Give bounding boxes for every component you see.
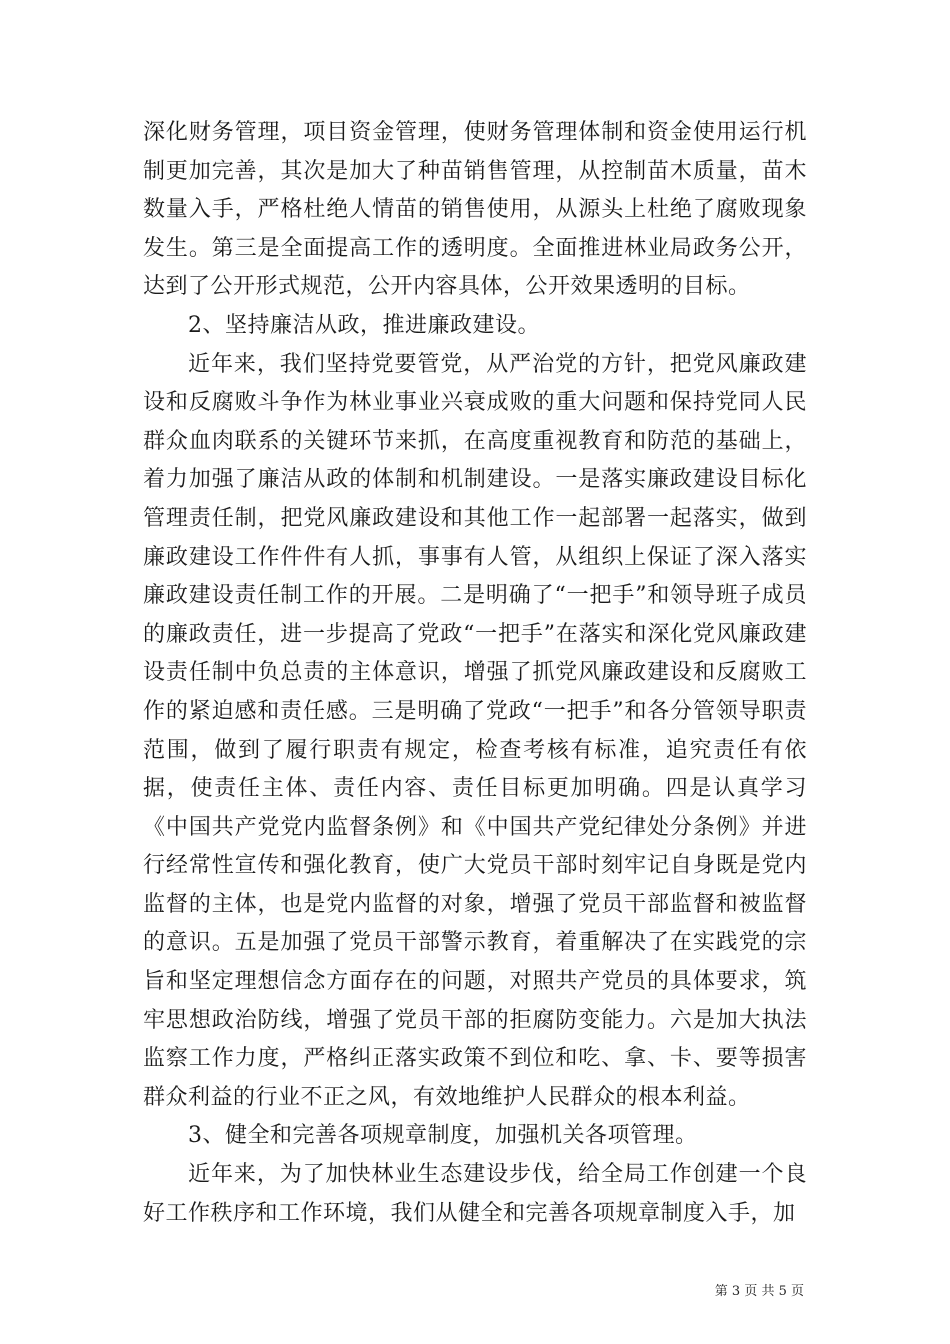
paragraph-regulations: 近年来，为了加快林业生态建设步伐，给全局工作创建一个良好工作秩序和工作环境，我们从健全和完善各项规章制度入手，加 xyxy=(143,1162,807,1226)
section-heading-3: 3、健全和完善各项规章制度，加强机关各项管理。 xyxy=(188,1123,698,1149)
page-number-footer: 第 3 页 共 5 页 xyxy=(714,1284,804,1299)
document-body xyxy=(143,114,807,1233)
paragraph-integrity-building: 近年来，我们坚持党要管党，从严治党的方针，把党风廉政建设和反腐败斗争作为林业事业兴衰成败的重大问题和保持党同人民群众血肉联系的关键环节来抓，在高度重视教育和防范的基础上，着力加强了廉洁从政的体制和机制建设。一是落实廉政建设目标化管理责任制，把党风廉政建设和其他工作一起部署一起落实，做到廉政建设工作件件有人抓，事事有人管，从组织上保证了深入落实廉政建设责任制工作的开展。二是明确了“一把手”和领导班子成员的廉政责任，进一步提高了党政“一把手”在落实和深化党风廉政建设责任制中负总责的主体意识，增强了抓党风廉政建设和反腐败工作的紧迫感和责任感。三是明确了党政“一把手”和各分管领导职责范围，做到了履行职责有规定，检查考核有标准，追究责任有依据，使责任主体、责任内容、责任目标更加明确。四是认真学习《中国共产党党内监督条例》和《中国共产党纪律处分条例》并进行经常性宣传和强化教育，使广大党员干部时刻牢记自身既是党内监督的主体，也是党内监督的对象，增强了党员干部监督和被监督的意识。五是加强了党员干部警示教育，着重解决了在实践党的宗旨和坚定理想信念方面存在的问题，对照共产党员的具体要求，筑牢思想政治防线，增强了党员干部的拒腐防变能力。六是加大执法监察工作力度，严格纠正落实政策不到位和吃、拿、卡、要等损害群众利益的行业不正之风，有效地维护人民群众的根本利益。 xyxy=(143,351,807,1110)
section-heading-2: 2、坚持廉洁从政，推进廉政建设。 xyxy=(188,312,540,338)
paragraph-continued: 深化财务管理，项目资金管理，使财务管理体制和资金使用运行机制更加完善，其次是加大了种苗销售管理，从控制苗木质量，苗木数量入手，严格杜绝人情苗的销售使用，从源头上杜绝了腐败现象发生。第三是全面提高工作的透明度。全面推进林业局政务公开，达到了公开形式规范，公开内容具体，公开效果透明的目标。 xyxy=(143,120,807,300)
